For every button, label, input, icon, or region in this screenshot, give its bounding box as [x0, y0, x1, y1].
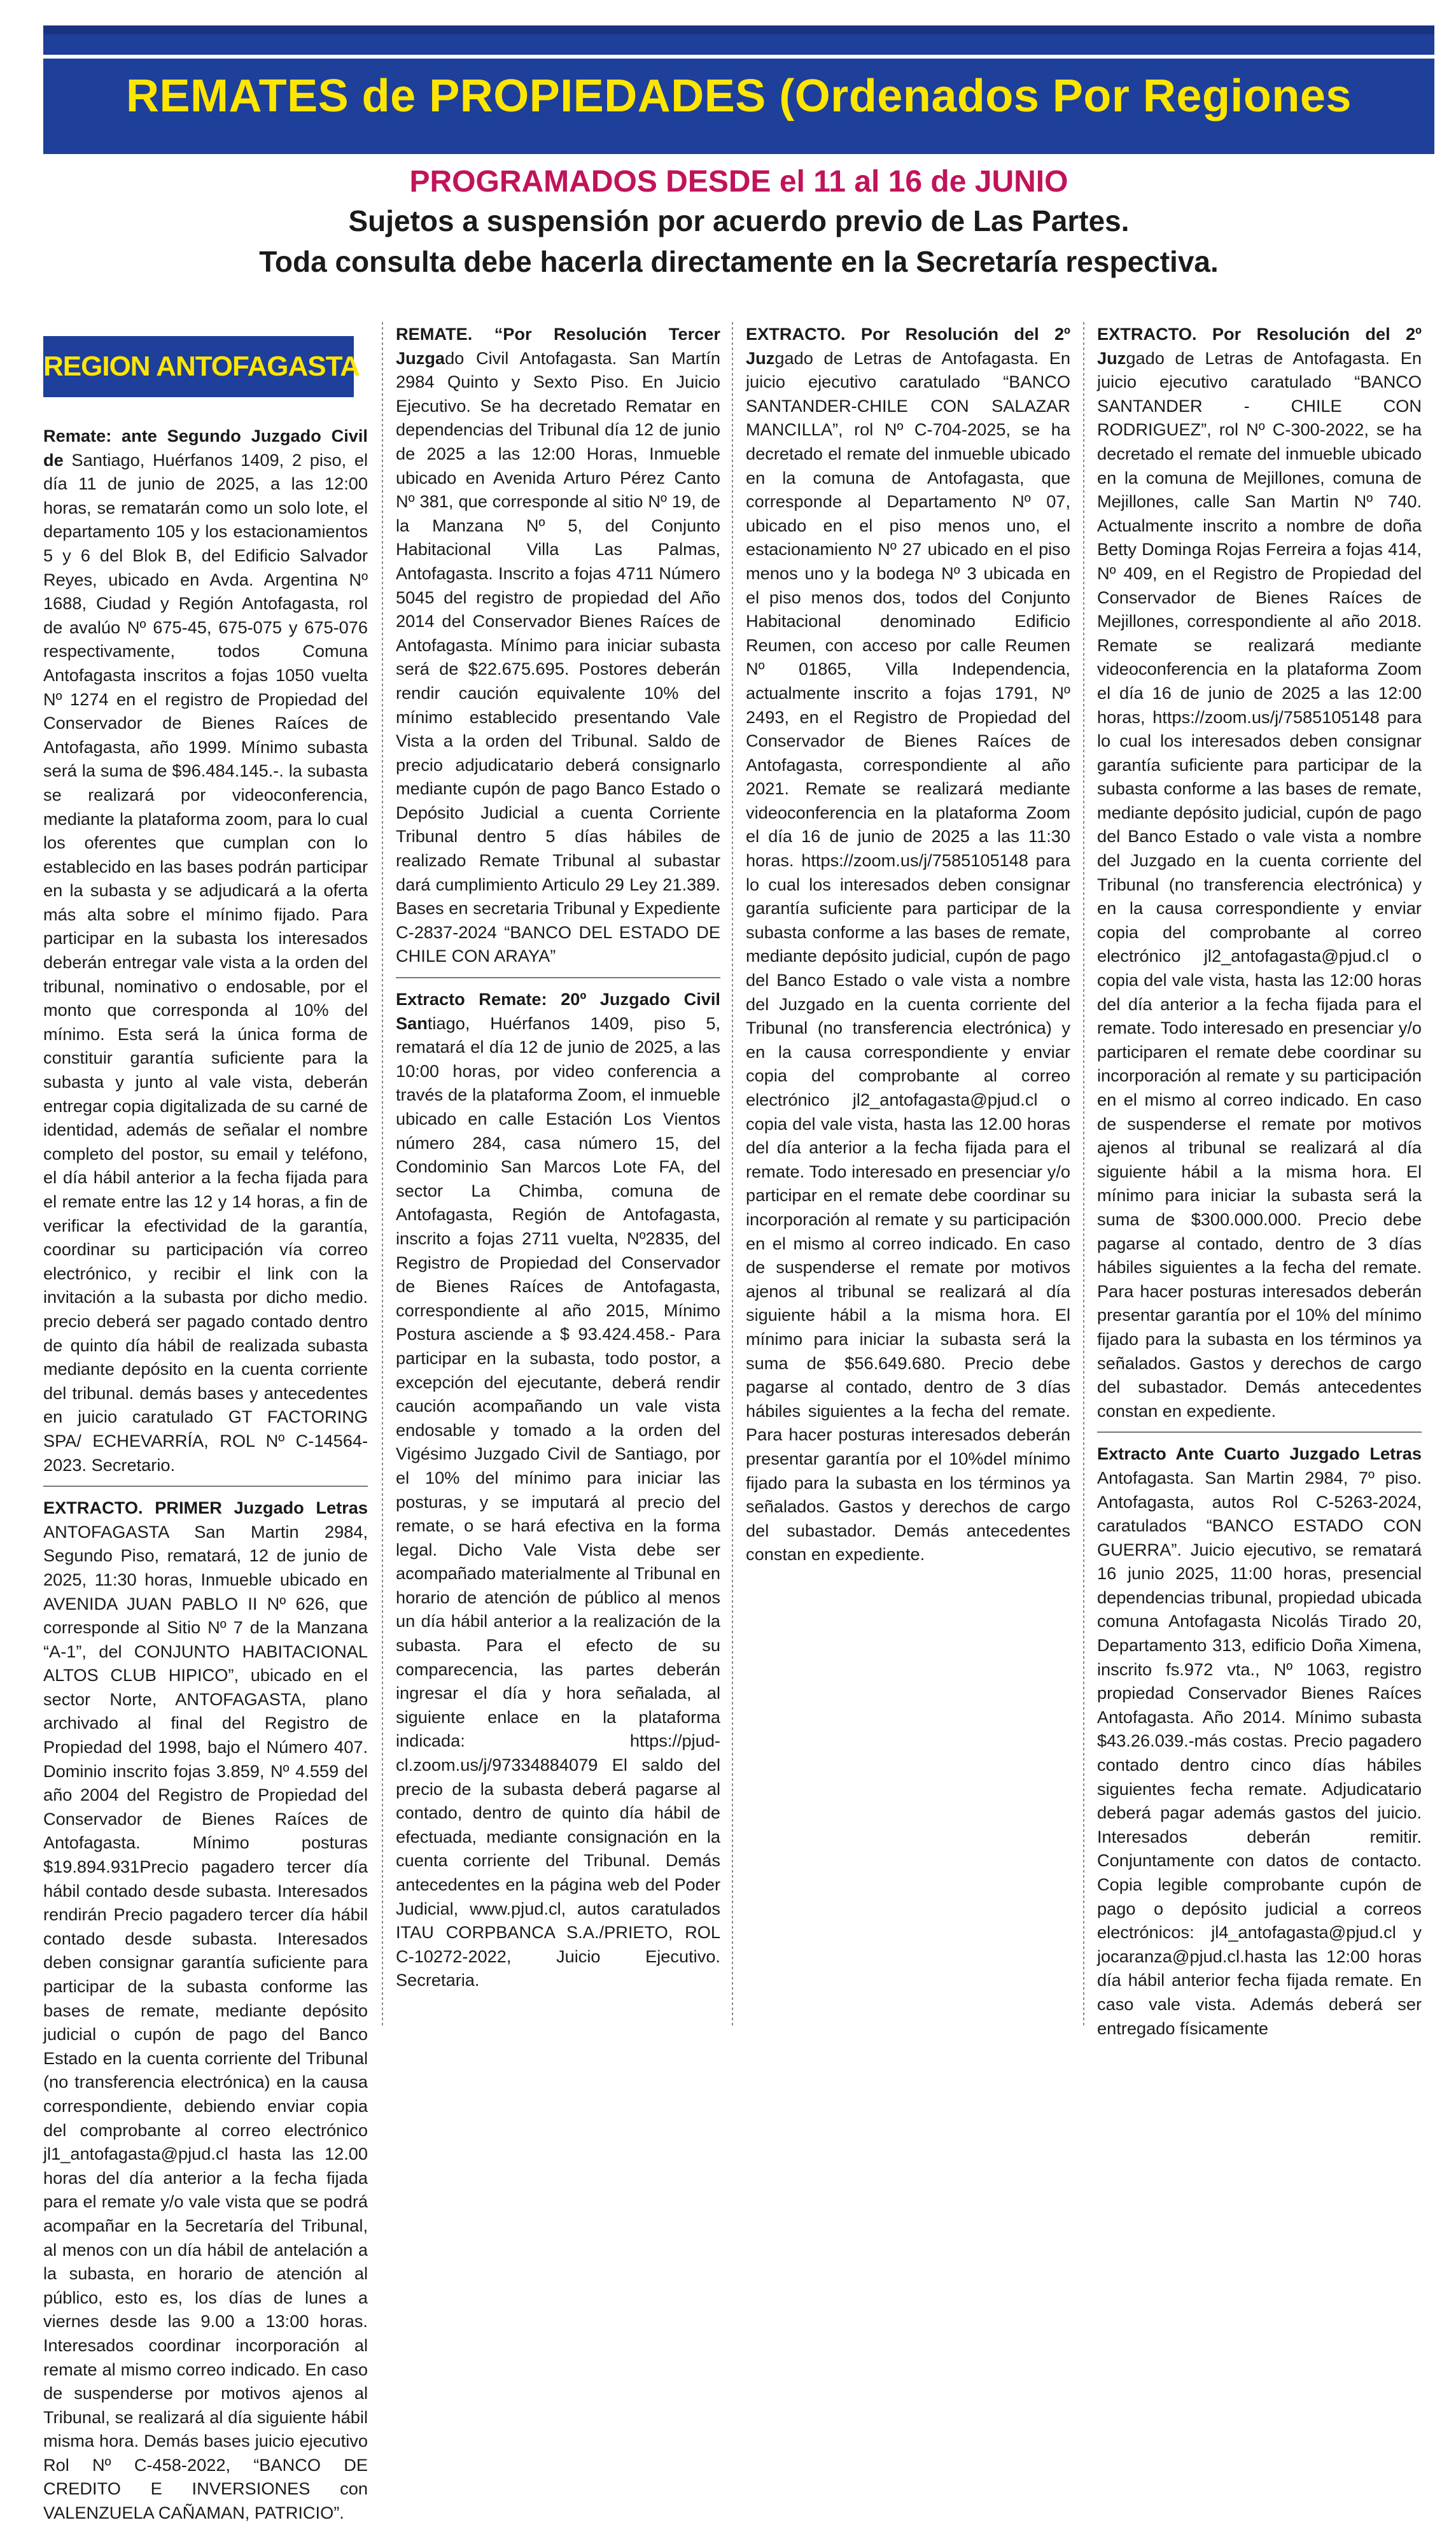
column-divider — [1083, 322, 1084, 2028]
notice-body: gado de Letras de Antofagasta. En juicio ejecutivo caratulado “BANCO SANTANDER-CHILE CON SALAZAR MANCILLA”, rol Nº C-704-2025, se ha decretado el remate del inmueble ubicado en la comuna de Antofagasta, que corresponde al Departamento Nº 07, ubicado en el piso menos uno, el estacionamiento Nº 27 ubicado en el piso menos uno y la bodega Nº 3 ubicada en el piso menos dos, todos del Conjunto Habitacional denominado Edificio Reumen, con acceso por calle Reumen Nº 01865, Villa Independencia, actualmente inscrito a fojas 1791, Nº 2493, en el Registro de Propiedad del Conservador de Bienes Raíces de Antofagasta, correspondiente al año 2021. Remate se realizará mediante videoconferencia en la plataforma Zoom el día 16 de junio de 2025 a las 11:30 horas. https://zoom.us/j/7585105148 para lo cual los interesados deben consignar garantía suficiente para participar de la subasta conforme a las bases de remate, mediante depósito judicial, cupón de pago del Banco Estado o vale vista a nombre del Juzgado en la cuenta corriente del Tribunal (no transferencia electrónica) y en la causa correspondiente y enviar copia del comprobante al correo electrónico jl2_antofagasta@pjud.cl o copia del vale vista, hasta las 12.00 horas del día anterior a la fecha fijada para el remate. Todo interesado en presenciar y/o participar en el remate debe coordinar su incorporación al remate y su participación en el mismo al correo indicado. En caso de suspenderse el remate por motivos ajenos al tribunal se realizará al día siguiente hábil a la misma hora. El mínimo para iniciar la subasta será la suma de $56.649.680. Precio debe pagarse al contado, dentro de 3 días hábiles siguientes a la fecha del remate. Para hacer posturas interesados deberán presentar garantía por el 10%del mínimo fijado para la subasta en los términos ya señalados. Gastos y derechos de cargo del subastador. Demás antecedentes constan en expediente. — [746, 348, 1070, 1565]
notice-lead: Extracto Ante Cuarto Juzgado Letras — [1097, 1444, 1422, 1464]
notice-body: tiago, Huérfanos 1409, piso 5, rematará el día 12 de junio de 2025, a las 10:00 horas, por video conferencia a través de la plataforma Zoom, el inmueble ubicado en calle Estación Los Vientos número 284, casa número 15, del Condominio San Marcos Lote FA, del sector La Chimba, comuna de Antofagasta, Región de Antofagasta, inscrito a fojas 2711 vuelta, Nº2835, del Registro de Propiedad del Conservador de Bienes Raíces de Antofagasta, correspondiente al año 2015, Mínimo Postura asciende a $ 93.424.458.- Para participar en la subasta, todo postor, a excepción del ejecutante, deberá rendir caución acompañando un vale vista endosable y tomado a la orden del Vigésimo Juzgado Civil de Santiago, por el 10% del mínimo para iniciar las posturas, y se imputará al precio del remate, o se hará efectiva en la forma legal. Dicho Vale Vista debe ser acompañado materialmente al Tribunal en horario de atención de público al menos un día hábil anterior a la realización de la subasta. Para el efecto de su comparecencia, las partes deberán ingresar el día y hora señalada, al siguiente enlace en la plataforma indicada: https://pjud-cl.zoom.us/j/97334884079 El saldo del precio de la subasta deberá pagarse al contado, dentro de quinto día hábil de efectuada, mediante consignación en la cuenta corriente del Tribunal. Demás antecedentes en la página web del Poder Judicial, www.pjud.cl, autos caratulados ITAU CORPBANCA S.A./PRIETO, ROL C-10272-2022, Juicio Ejecutivo. Secretaria. — [396, 1013, 720, 1990]
notice-3 — [396, 322, 720, 968]
notice-body: ANTOFAGASTA San Martin 2984, Segundo Piso, rematará, 12 de junio de 2025, 11:30 horas, Inmueble ubicado en AVENIDA JUAN PABLO II Nº 626, que corresponde al Sitio Nº 7 de la Manzana “A-1”, del CONJUNTO HABITACIONAL ALTOS CLUB HIPICO”, ubicado en el sector Norte, ANTOFAGASTA, plano archivado al final del Registro de Propiedad del 1998, bajo el Número 407. Dominio inscrito fojas 3.859, Nº 4.559 del año 2004 del Registro de Propiedad del Conservador de Bienes Raíces de Antofagasta. Mínimo posturas $19.894.931Precio pagadero tercer día hábil contado desde subasta. Interesados rendirán Precio pagadero tercer día hábil contado desde subasta. Interesados deben consignar garantía suficiente para participar de la subasta conforme las bases de remate, mediante depósito judicial o cupón de pago del Banco Estado en la cuenta corriente del Tribunal (no transferencia electrónica) en la causa correspondiente, debiendo enviar copia del comprobante al correo electrónico jl1_antofagasta@pjud.cl hasta las 12.00 horas del día anterior a la fecha fijada para el remate y/o vale vista que se podrá acompañar en la 5ecretaría del Tribunal, al menos con un día hábil de antelación a la subasta, en horario de atención al público, esto es, los días de lunes a viernes desde las 9.00 a 13:00 horas. Interesados coordinar incorporación al remate al mismo correo indicado. En caso de suspenderse por motivos ajenos al Tribunal, se realizará al día siguiente hábil misma hora. Demás bases juicio ejecutivo Rol Nº C-458-2022, “BANCO DE CREDITO E INVERSIONES con VALENZUELA CAÑAMAN, PATRICIO”. — [43, 1521, 368, 2523]
notice-lead: EXTRACTO. Por Resolución del 2º Juz — [1097, 324, 1422, 368]
column-2 — [396, 322, 720, 2028]
page-title: REMATES de PROPIEDADES (Ordenados Por Regiones — [126, 71, 1352, 122]
notice-body: gado de Letras de Antofagasta. En juicio ejecutivo caratulado “BANCO SANTANDER - CHILE CON RODRIGUEZ”, rol Nº C-300-2022, se ha decretado el remate del inmueble ubicado en la comuna de Mejillones, comuna de Mejillones, calle San Martin Nº 740. Actualmente inscrito a nombre de doña Betty Dominga Rojas Ferreira a fojas 414, Nº 409, en el Registro de Propiedad del Conservador de Bienes Raíces de Mejillones, correspondiente al año 2018. Remate se realizará mediante videoconferencia en la plataforma Zoom el día 16 de junio de 2025 a las 12:00 horas, https://zoom.us/j/7585105148 para lo cual los interesados deben consignar garantía suficiente para participar de la subasta conforme a las bases de remate, mediante depósito judicial, cupón de pago del Banco Estado o vale vista a nombre del Juzgado en la cuenta corriente del Tribunal (no transferencia electrónica) y en la causa correspondiente y enviar copia del comprobante al correo electrónico jl2_antofagasta@pjud.cl o copia del vale vista, hasta las 12:00 horas del día anterior a la fecha fijada para el remate. Todo interesado en presenciar y/o participaren el remate debe coordinar su incorporación al remate y su participación en el mismo al correo indicado. En caso de suspenderse el remate por motivos ajenos al tribunal se realizará al día siguiente hábil a la misma hora. El mínimo para iniciar la subasta será la suma de $300.000.000. Precio debe pagarse al contado, dentro de 3 días hábiles siguientes a la fecha del remate. Para hacer posturas interesados deberán presentar garantía por el 10% del mínimo fijado para la subasta en los términos ya señalados. Gastos y derechos de cargo del subastador. Demás antecedentes constan en expediente. — [1097, 348, 1422, 1421]
notice-6 — [1097, 322, 1422, 1423]
notice-separator — [396, 977, 720, 978]
notice-separator — [1097, 1431, 1422, 1433]
notice-lead: Extracto Remate: 20º Juzgado Civil San — [396, 989, 720, 1033]
region-heading: REGION ANTOFAGASTA — [43, 336, 354, 397]
notice-lead: REMATE. “Por Resolución Tercer Juzga — [396, 324, 720, 368]
notice-body: Antofagasta. San Martin 2984, 7º piso. Antofagasta, autos Rol C-5263-2024, caratulados “BANCO ESTADO CON GUERRA”. Juicio ejecutivo, se rematará 16 junio 2025, 11:00 horas, presencial dependencias tribunal, propiedad ubicada comuna Antofagasta Nicolás Tirado 20, Departamento 313, edificio Doña Ximena, inscrito fs.972 vta., Nº 1063, registro propiedad Conservador Bienes Raíces Antofagasta. Año 2014. Mínimo subasta $43.26.039.-más costas. Precio pagadero contado dentro cinco días hábiles siguientes fecha remate. Adjudicatario deberá pagar además gastos del juicio. Interesados deberán remitir. Conjuntamente con datos de contacto. Copia legible comprobante cupón de pago o depósito judicial a correos electrónicos: jl4_antofagasta@pjud.cl y jocaranza@pjud.cl.hasta las 12:00 horas día hábil anterior fecha fijada remate. En caso vale vista. Además deberá ser entregado físicamente — [1097, 1467, 1422, 2038]
notice-lead: EXTRACTO. PRIMER Juzgado Letras — [43, 1498, 368, 1518]
notice-5 — [746, 322, 1070, 1566]
notice-lead: Remate: ante Segundo Juzgado Civil de — [43, 426, 368, 470]
title-banner — [43, 25, 1434, 154]
notice-lead: EXTRACTO. Por Resolución del 2º Juz — [746, 324, 1070, 368]
column-divider — [732, 322, 733, 2028]
column-1 — [43, 322, 368, 2523]
consultation-note: Toda consulta debe hacerla directamente en la Secretaría respectiva. — [259, 245, 1219, 278]
notice-body: Santiago, Huérfanos 1409, 2 piso, el día 11 de junio de 2025, a las 12:00 horas, se rematarán como un solo lote, el departamento 105 y los estacionamientos 5 y 6 del Blok B, del Edificio Salvador Reyes, ubicado en Avda. Argentina Nº 1688, Ciudad y Región Antofagasta, rol de avalúo Nº 675-45, 675-075 y 675-076 respectivamente, todos Comuna Antofagasta inscritos a fojas 1050 vuelta Nº 1274 en el registro de Propiedad del Conservador de Bienes Raíces de Antofagasta, año 1999. Mínimo subasta será la suma de $96.484.145.-. la subasta se realizará por videoconferencia, mediante la plataforma zoom, para lo cual los oferentes que cumplan con lo establecido en las bases podrán participar en la subasta y se adjudicará a la oferta más alta sobre el mínimo fijado. Para participar en la subasta los interesados deberán entregar vale vista a la orden del tribunal, nominativo o endosable, por el monto que corresponda al 10% del mínimo. Esta será la única forma de constituir garantía suficiente para la subasta y junto al vale vista, deberán entregar copia digitalizada de su carné de identidad, además de señalar el nombre completo del postor, su email y teléfono, el día hábil anterior a la fecha fijada para el remate entre las 12 y 14 horas, a fin de verificar la efectividad de la garantía, coordinar su participación vía correo electrónico, y recibir el link con la invitación a la subasta por dicho medio. precio deberá ser pagado contado dentro de quinto día hábil de realizada subasta mediante depósito en la cuenta corriente del tribunal. demás bases y antecedentes en juicio caratulado GT FACTORING SPA/ ECHEVARRÍA, ROL Nº C-14564-2023. Secretario. — [43, 449, 368, 1475]
column-divider — [382, 322, 383, 2028]
notice-2 — [43, 1496, 368, 2525]
notice-separator — [43, 1486, 368, 1487]
banner-stripe — [43, 55, 1434, 59]
notice-body: do Civil Antofagasta. San Martín 2984 Quinto y Sexto Piso. En Juicio Ejecutivo. Se ha decretado Rematar en dependencias del Tribunal día 12 de junio de 2025 a las 12:00 Horas, Inmueble ubicado en Avenida Arturo Pérez Canto Nº 381, que corresponde al sitio Nº 19, de la Manzana Nº 5, del Conjunto Habitacional Villa Las Palmas, Antofagasta. Inscrito a fojas 4711 Número 5045 del registro de propiedad del Año 2014 del Conservador Bienes Raíces de Antofagasta. Mínimo para iniciar subasta será de $22.675.695. Postores deberán rendir caución equivalente 10% del mínimo establecido presentando Vale Vista a la orden del Tribunal. Saldo de precio adjudicatario deberá consignarlo mediante cupón de pago Banco Estado o Depósito Judicial a cuenta Corriente Tribunal dentro 5 días hábiles de realizado Remate Tribunal al subastar dará cumplimiento Articulo 29 Ley 21.389. Bases en secretaria Tribunal y Expediente C-2837-2024 “BANCO DEL ESTADO DE CHILE CON ARAYA” — [396, 348, 720, 966]
column-4 — [1097, 322, 1422, 2038]
suspension-note: Sujetos a suspensión por acuerdo previo de Las Partes. — [348, 204, 1130, 237]
notice-4 — [396, 987, 720, 1992]
notice-7 — [1097, 1442, 1422, 2040]
column-3 — [746, 322, 1070, 2028]
notice-1 — [43, 424, 368, 1477]
schedule-heading: PROGRAMADOS DESDE el 11 al 16 de JUNIO — [409, 165, 1068, 199]
